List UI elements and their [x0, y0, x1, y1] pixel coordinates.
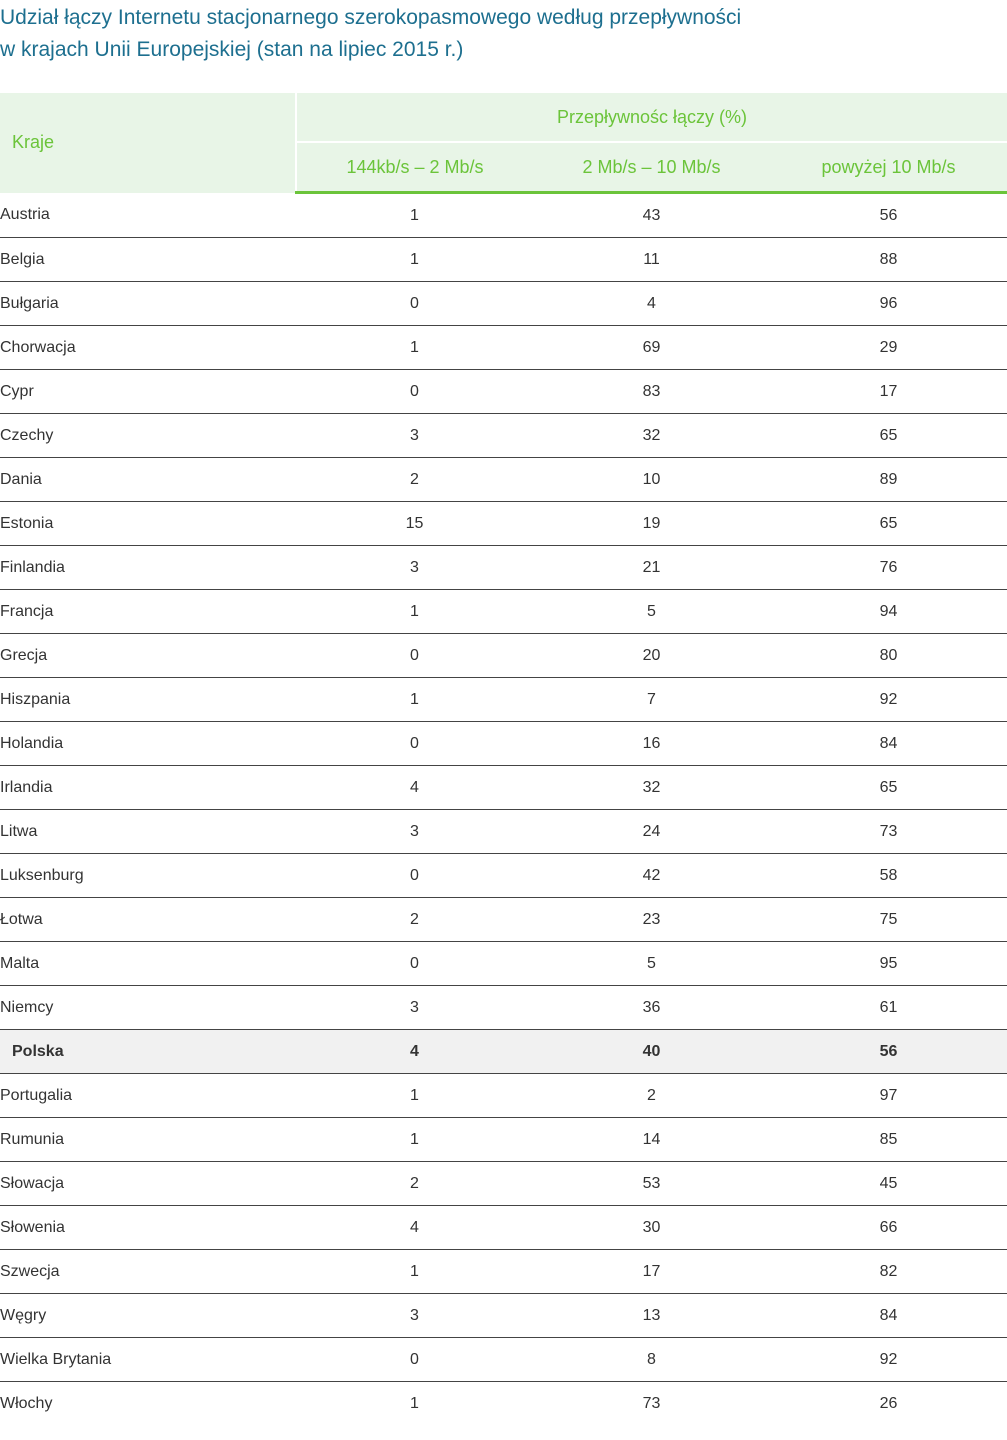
cell-mid: 42 — [533, 854, 770, 898]
cell-low: 3 — [296, 986, 533, 1030]
cell-mid: 36 — [533, 986, 770, 1030]
table-row — [0, 326, 1007, 370]
cell-high: 17 — [770, 370, 1007, 414]
cell-low: 2 — [296, 1162, 533, 1206]
table-row — [0, 1294, 1007, 1338]
table-row — [0, 854, 1007, 898]
table-row — [0, 1162, 1007, 1206]
cell-low: 15 — [296, 502, 533, 546]
cell-mid: 83 — [533, 370, 770, 414]
cell-high: 58 — [770, 854, 1007, 898]
table-row — [0, 810, 1007, 854]
table-row — [0, 634, 1007, 678]
cell-high: 92 — [770, 1338, 1007, 1382]
cell-country: Słowacja — [0, 1162, 296, 1206]
cell-high: 73 — [770, 810, 1007, 854]
cell-mid: 8 — [533, 1338, 770, 1382]
cell-low: 1 — [296, 1074, 533, 1118]
table-row — [0, 1206, 1007, 1250]
cell-high: 66 — [770, 1206, 1007, 1250]
cell-country: Hiszpania — [0, 678, 296, 722]
cell-low: 1 — [296, 678, 533, 722]
cell-high: 96 — [770, 282, 1007, 326]
cell-high: 84 — [770, 722, 1007, 766]
cell-mid: 7 — [533, 678, 770, 722]
cell-high: 92 — [770, 678, 1007, 722]
cell-mid: 73 — [642, 1394, 661, 1412]
table-row — [0, 502, 1007, 546]
cell-high: 61 — [770, 986, 1007, 1030]
cell-country: Finlandia — [0, 546, 296, 590]
cell-mid: 5 — [533, 590, 770, 634]
cell-mid: 24 — [533, 810, 770, 854]
table-row — [0, 1074, 1007, 1118]
header-col-mid: 2 Mb/s – 10 Mb/s — [533, 142, 770, 193]
cell-mid: 17 — [533, 1250, 770, 1294]
cell-low: 1 — [296, 590, 533, 634]
table-row — [0, 370, 1007, 414]
cell-country: Łotwa — [0, 898, 296, 942]
cell-low: 2 — [296, 458, 533, 502]
cell-country: Francja — [0, 590, 296, 634]
cell-high: 82 — [770, 1250, 1007, 1294]
header-country: Kraje — [0, 93, 296, 193]
cell-high: 95 — [770, 942, 1007, 986]
cell-country: Czechy — [0, 414, 296, 458]
cell-country: Austria — [0, 193, 296, 238]
cell-mid: 20 — [533, 634, 770, 678]
cell-low: 3 — [296, 810, 533, 854]
cell-low: 4 — [296, 1030, 533, 1074]
cell-mid: 69 — [533, 326, 770, 370]
cell-high: 84 — [770, 1294, 1007, 1338]
cell-country: Holandia — [0, 722, 296, 766]
header-col-low: 144kb/s – 2 Mb/s — [296, 142, 533, 193]
cell-low: 3 — [296, 1294, 533, 1338]
cell-country: Węgry — [0, 1294, 296, 1338]
cell-mid: 5 — [533, 942, 770, 986]
cell-mid: 21 — [533, 546, 770, 590]
page-title-line-1: Udział łączy Internetu stacjonarnego szerokopasmowego według przepływności — [0, 6, 742, 29]
cell-country: Słowenia — [0, 1206, 296, 1250]
cell-country: Luksenburg — [0, 854, 296, 898]
table-row — [0, 1118, 1007, 1162]
cell-high: 29 — [770, 326, 1007, 370]
table-header — [0, 93, 1007, 193]
table-row — [0, 766, 1007, 810]
cell-mid: 40 — [533, 1030, 770, 1074]
cell-country: Cypr — [0, 370, 296, 414]
table-row — [0, 1250, 1007, 1294]
cell-high: 45 — [770, 1162, 1007, 1206]
table-row — [0, 282, 1007, 326]
cell-low: 0 — [296, 722, 533, 766]
table-row — [0, 238, 1007, 282]
cell-country: Estonia — [0, 502, 296, 546]
cell-mid: 32 — [533, 414, 770, 458]
cell-high: 76 — [770, 546, 1007, 590]
page-title — [0, 2, 1000, 66]
cell-country: Bułgaria — [0, 282, 296, 326]
cell-mid: 30 — [533, 1206, 770, 1250]
cell-low: 1 — [296, 238, 533, 282]
cell-high: 80 — [770, 634, 1007, 678]
header-col-high: powyżej 10 Mb/s — [770, 142, 1007, 193]
cell-high: 65 — [770, 502, 1007, 546]
table-row — [0, 1030, 1007, 1074]
table-row — [0, 1382, 1007, 1426]
table-row — [0, 986, 1007, 1030]
table-row — [0, 722, 1007, 766]
cell-high: 56 — [770, 1030, 1007, 1074]
page-title-line-2: w krajach Unii Europejskiej (stan na lipiec 2015 r.) — [0, 38, 464, 61]
cell-low: 0 — [296, 370, 533, 414]
cell-low: 0 — [296, 942, 533, 986]
cell-low: 0 — [296, 634, 533, 678]
cell-country: Szwecja — [0, 1250, 296, 1294]
table-row — [0, 678, 1007, 722]
cell-country: Litwa — [0, 810, 296, 854]
cell-country: Dania — [0, 458, 296, 502]
table-row — [0, 1338, 1007, 1382]
cell-mid: 14 — [533, 1118, 770, 1162]
table-row — [0, 414, 1007, 458]
cell-low: 1 — [296, 193, 533, 238]
table-row — [0, 898, 1007, 942]
cell-mid: 43 — [533, 193, 770, 238]
broadband-speed-table — [0, 93, 1007, 1425]
cell-mid: 11 — [533, 238, 770, 282]
cell-high: 65 — [770, 414, 1007, 458]
cell-country: Włochy — [0, 1394, 53, 1412]
cell-mid: 2 — [533, 1074, 770, 1118]
header-group-throughput: Przepływnośc łączy (%) — [296, 93, 1007, 142]
cell-high: 88 — [770, 238, 1007, 282]
cell-low: 3 — [296, 414, 533, 458]
cell-high: 26 — [879, 1394, 898, 1412]
cell-mid: 23 — [533, 898, 770, 942]
cell-high: 97 — [770, 1074, 1007, 1118]
cell-low: 1 — [296, 326, 533, 370]
cell-low: 3 — [296, 546, 533, 590]
cell-country: Wielka Brytania — [0, 1338, 296, 1382]
cell-low: 1 — [410, 1394, 419, 1412]
table-row — [0, 590, 1007, 634]
cell-mid: 10 — [533, 458, 770, 502]
table-row — [0, 546, 1007, 590]
cell-country: Polska — [0, 1030, 296, 1074]
cell-low: 4 — [296, 766, 533, 810]
table-row — [0, 458, 1007, 502]
cell-country: Belgia — [0, 238, 296, 282]
table-row — [0, 193, 1007, 238]
cell-mid: 13 — [533, 1294, 770, 1338]
table-row — [0, 942, 1007, 986]
cell-low: 0 — [296, 854, 533, 898]
cell-country: Malta — [0, 942, 296, 986]
cell-country: Grecja — [0, 634, 296, 678]
cell-high: 65 — [770, 766, 1007, 810]
cell-high: 89 — [770, 458, 1007, 502]
cell-high: 85 — [770, 1118, 1007, 1162]
cell-high: 56 — [770, 193, 1007, 238]
cell-high: 75 — [770, 898, 1007, 942]
cell-country: Niemcy — [0, 986, 296, 1030]
cell-mid: 19 — [533, 502, 770, 546]
cell-low: 0 — [296, 282, 533, 326]
cell-country: Portugalia — [0, 1074, 296, 1118]
cell-mid: 4 — [533, 282, 770, 326]
cell-mid: 53 — [533, 1162, 770, 1206]
cell-low: 2 — [296, 898, 533, 942]
cell-country: Chorwacja — [0, 326, 296, 370]
table-body — [0, 193, 1007, 1426]
cell-low: 1 — [296, 1250, 533, 1294]
cell-low: 1 — [296, 1118, 533, 1162]
cell-low: 4 — [296, 1206, 533, 1250]
cell-country: Rumunia — [0, 1118, 296, 1162]
cell-mid: 32 — [533, 766, 770, 810]
cell-low: 0 — [296, 1338, 533, 1382]
cell-mid: 16 — [533, 722, 770, 766]
cell-high: 94 — [770, 590, 1007, 634]
cell-country: Irlandia — [0, 766, 296, 810]
